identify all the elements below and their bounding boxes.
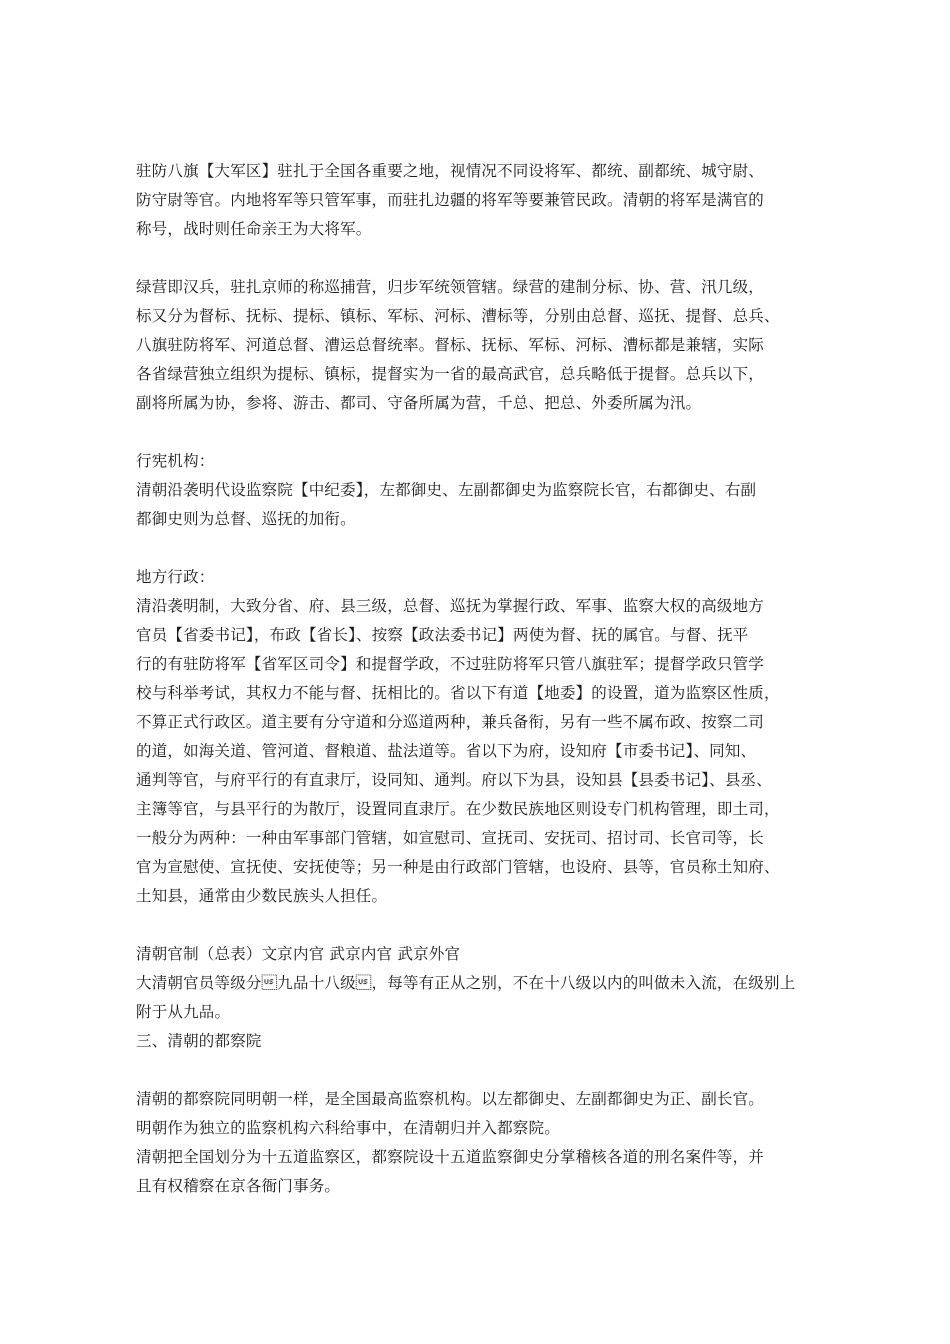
text-line: 清朝的都察院同明朝一样，是全国最高监察机构。以左都御史、左副都御史为正、副长官。: [136, 1090, 765, 1108]
text-line: 一般分为两种：一种由军事部门管辖，如宣慰司、宣抚司、安抚司、招讨司、长官司等，长: [136, 829, 765, 847]
text-line: 清朝官制（总表）文京内官 武京内官 武京外官: [136, 945, 461, 963]
section-heading: 地方行政：: [136, 568, 215, 586]
text-line: 标又分为督标、抚标、提标、镇标、军标、河标、漕标等，分别由总督、巡抚、提督、总兵、: [136, 307, 780, 325]
text-line: 主簿等官，与县平行的为散厅，设置同直隶厅。在少数民族地区则设专门机构管理，即土司，: [136, 800, 780, 818]
paragraph-gap: [136, 418, 816, 447]
text-line: 通判等官，与府平行的有直隶厅，设同知、通判。府以下为县，设知县【县委书记】、县丞、: [136, 771, 772, 789]
text-line: 且有权稽察在京各衙门事务。: [136, 1177, 341, 1195]
text-line: 都御史则为总督、巡抚的加衔。: [136, 510, 356, 528]
text-line: 不算正式行政区。道主要有分守道和分巡道两种，兼兵备衔，另有一些不属布政、按察二司: [136, 713, 765, 731]
section-heading: 行宪机构：: [136, 452, 215, 470]
text-line: 清朝沿袭明代设监察院【中纪委】，左都御史、左副都御史为监察院长官，右都御史、右副: [136, 481, 757, 499]
text-line: 各省绿营独立组织为提标、镇标，提督实为一省的最高武官，总兵略低于提督。总兵以下，: [136, 365, 765, 383]
paragraph-official-ranks: [136, 940, 816, 1056]
text-line: 官为宣慰使、宣抚使、安抚使等；另一种是由行政部门管辖，也设府、县等，官员称土知府、: [136, 858, 780, 876]
section-heading: 三、清朝的都察院: [136, 1032, 262, 1050]
paragraph-eight-banners: [136, 157, 816, 244]
text-line: 清沿袭明制，大致分省、府、县三级，总督、巡抚为掌握行政、军事、监察大权的高级地方: [136, 597, 765, 615]
text-line: 行的有驻防将军【省军区司令】和提督学政，不过驻防将军只管八旗驻军；提督学政只管学: [136, 655, 765, 673]
text-line: 八旗驻防将军、河道总督、漕运总督统率。督标、抚标、军标、河标、漕标都是兼辖，实际: [136, 336, 765, 354]
text-line: 驻防八旗【大军区】驻扎于全国各重要之地，视情况不同设将军、都统、副都统、城守尉、: [136, 162, 765, 180]
text-line: 附于从九品。: [136, 1003, 231, 1021]
text-line: 大清朝官员等级分 九品十八级 ，每等有正从之别，不在十八级以内的叫做未入流，在级别上: [136, 974, 796, 992]
text-line: 明朝作为独立的监察机构六科给事中，在清朝归并入都察院。: [136, 1119, 560, 1137]
paragraph-gap: [136, 534, 816, 563]
paragraph-green-standard: [136, 273, 816, 418]
document-page: [136, 157, 816, 1201]
paragraph-gap: [136, 244, 816, 273]
text-line: 校与科举考试，其权力不能与督、抚相比的。省以下有道【地委】的设置，道为监察区性质，: [136, 684, 780, 702]
text-line: 土知县，通常由少数民族头人担任。: [136, 887, 388, 905]
text-line: 称号，战时则任命亲王为大将军。: [136, 220, 372, 238]
text-line: 绿营即汉兵，驻扎京师的称巡捕营，归步军统领管辖。绿营的建制分标、协、营、汛几级，: [136, 278, 765, 296]
text-line: 的道，如海关道、管河道、督粮道、盐法道等。省以下为府，设知府【市委书记】、同知、: [136, 742, 757, 760]
paragraph-gap: [136, 911, 816, 940]
text-line: 清朝把全国划分为十五道监察区，都察院设十五道监察御史分掌稽核各道的刑名案件等，并: [136, 1148, 765, 1166]
text-line: 官员【省委书记】，布政【省长】、按察【政法委书记】两使为督、抚的属官。与督、抚平: [136, 626, 749, 644]
text-line: 副将所属为协，参将、游击、都司、守备所属为营，千总、把总、外委所属为汛。: [136, 394, 702, 412]
paragraph-gap: [136, 1056, 816, 1085]
text-line: 防守尉等官。内地将军等只管军事，而驻扎边疆的将军等要兼管民政。清朝的将军是满官的: [136, 191, 765, 209]
paragraph-duchayuan: [136, 1085, 816, 1201]
paragraph-censorate-intro: [136, 447, 816, 534]
paragraph-local-administration: [136, 563, 816, 911]
